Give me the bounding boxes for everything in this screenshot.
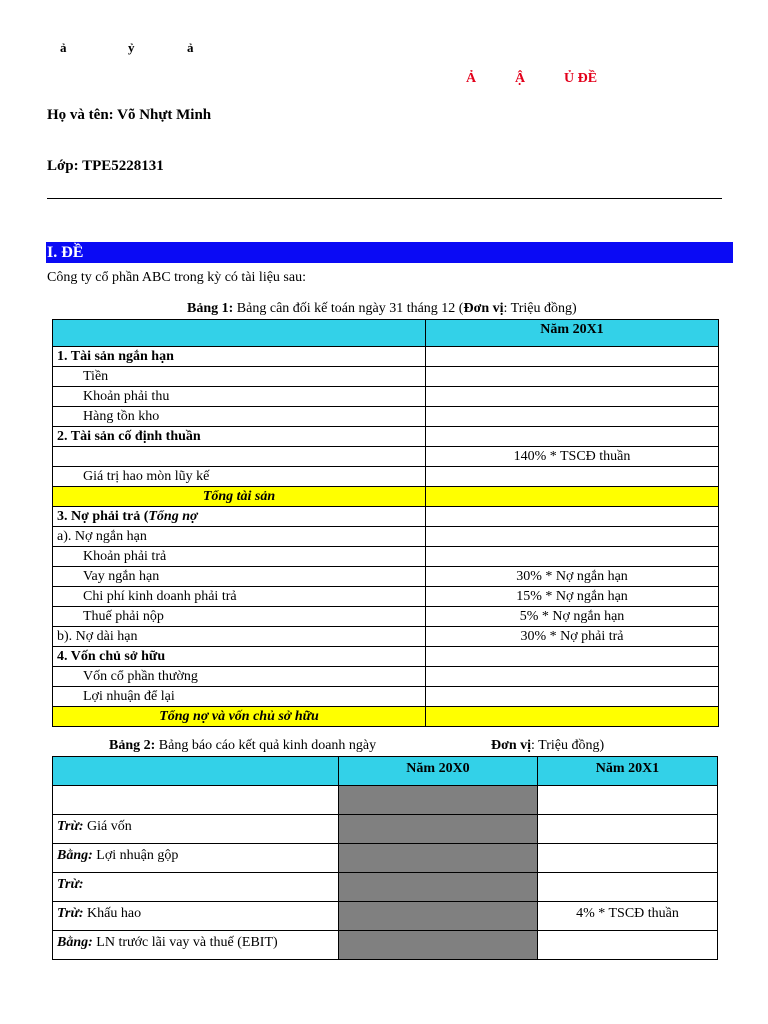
table1-row (53, 427, 719, 447)
table1-row (53, 647, 719, 667)
intro-text: Công ty cổ phần ABC trong kỳ có tài liệu sau: (47, 270, 306, 285)
table1-row (53, 707, 719, 727)
table1-label: a). Nợ ngắn hạn (53, 527, 426, 547)
table1-row (53, 667, 719, 687)
table2-value-20x1 (538, 873, 718, 902)
table1-row (53, 407, 719, 427)
table1-value (426, 647, 719, 667)
table1-row (53, 487, 719, 507)
table2-caption: Bảng 2: Bảng báo cáo kết quả kinh doanh ngày (109, 738, 377, 753)
table2-header-cell-1 (53, 757, 339, 786)
table2-value-20x0 (339, 786, 538, 815)
table1-label: Vay ngắn hạn (53, 567, 426, 587)
table1-row (53, 467, 719, 487)
table1-label: 4. Vốn chủ sở hữu (53, 647, 426, 667)
table1-label: 1. Tài sản ngắn hạn (53, 347, 426, 367)
table2-value-20x0 (339, 873, 538, 902)
table1-header-cell-1 (53, 320, 426, 347)
table1-row (53, 347, 719, 367)
table2-label: Trừ: Giá vốn (53, 815, 339, 844)
table1-label: b). Nợ dài hạn (53, 627, 426, 647)
table1-row (53, 587, 719, 607)
table2-row (53, 931, 718, 960)
table2-header-year1: Năm 20X1 (538, 757, 718, 786)
table1-value: 5% * Nợ ngắn hạn (426, 607, 719, 627)
table1-label: Giá trị hao mòn lũy kế (53, 467, 426, 487)
table1-value: 15% * Nợ ngắn hạn (426, 587, 719, 607)
table2-header-year0: Năm 20X0 (339, 757, 538, 786)
table1-row (53, 367, 719, 387)
table1-label: Khoản phải thu (53, 387, 426, 407)
table2-value-20x1 (538, 931, 718, 960)
table2-label: Trừ: Khấu hao (53, 902, 339, 931)
table1-row (53, 687, 719, 707)
table1-value (426, 407, 719, 427)
table1-value (426, 547, 719, 567)
title-glyph-3: Ủ ĐỀ (564, 71, 598, 86)
income-statement-table (52, 756, 718, 960)
table1-label: Vốn cổ phần thường (53, 667, 426, 687)
title-glyph-1: Ả (466, 71, 477, 86)
table2-label (53, 786, 339, 815)
table1-header-row (53, 320, 719, 347)
table2-row (53, 844, 718, 873)
table2-value-20x1 (538, 786, 718, 815)
student-name: Họ và tên: Võ Nhựt Minh (47, 107, 212, 123)
table1-value: 30% * Nợ phải trả (426, 627, 719, 647)
table1-value (426, 367, 719, 387)
table1-header-year: Năm 20X1 (426, 320, 719, 347)
table2-unit: Đơn vị: Triệu đồng) (491, 738, 605, 753)
table1-label: Tổng tài sản (53, 487, 426, 507)
table1-label: Tổng nợ và vốn chủ sở hữu (53, 707, 426, 727)
table1-label: Hàng tồn kho (53, 407, 426, 427)
table2-value-20x0 (339, 844, 538, 873)
table1-value (426, 387, 719, 407)
table2-value-20x0 (339, 931, 538, 960)
table1-caption: Bảng 1: Bảng cân đối kế toán ngày 31 tháng 12 (Đơn vị: Triệu đồng) (187, 301, 577, 316)
table2-label: Trừ: (53, 873, 339, 902)
table1-label: Tiền (53, 367, 426, 387)
table1-value (426, 467, 719, 487)
header-glyph-2: ỷ (128, 40, 135, 55)
table1-row (53, 387, 719, 407)
table2-label: Bằng: LN trước lãi vay và thuế (EBIT) (53, 931, 339, 960)
table1-label (53, 447, 426, 467)
table1-row (53, 627, 719, 647)
table1-value: 140% * TSCĐ thuần (426, 447, 719, 467)
table1-label: 2. Tài sản cố định thuần (53, 427, 426, 447)
table2-value-20x1 (538, 815, 718, 844)
table1-row (53, 507, 719, 527)
table2-row (53, 902, 718, 931)
header-glyph-3: ả (187, 40, 194, 55)
balance-sheet-table (52, 319, 719, 727)
table1-value (426, 347, 719, 367)
title-glyph-2: Ậ (515, 71, 526, 86)
table1-label: Thuế phải nộp (53, 607, 426, 627)
table2-row (53, 786, 718, 815)
table1-value (426, 427, 719, 447)
table2-label: Bằng: Lợi nhuận gộp (53, 844, 339, 873)
table1-row (53, 447, 719, 467)
table2-value-20x0 (339, 902, 538, 931)
table2-row (53, 873, 718, 902)
table1-row (53, 607, 719, 627)
table1-label: 3. Nợ phải trả (Tổng nợ (53, 507, 426, 527)
table1-value (426, 527, 719, 547)
table1-value (426, 487, 719, 507)
table1-value (426, 507, 719, 527)
table2-header-row (53, 757, 718, 786)
table2-value-20x1: 4% * TSCĐ thuần (538, 902, 718, 931)
table1-label: Khoản phải trả (53, 547, 426, 567)
table2-row (53, 815, 718, 844)
table2-value-20x1 (538, 844, 718, 873)
table1-value (426, 707, 719, 727)
table2-value-20x0 (339, 815, 538, 844)
section-heading: I. ĐỀ (46, 242, 733, 263)
table1-value: 30% * Nợ ngắn hạn (426, 567, 719, 587)
table1-label: Chi phí kinh doanh phải trả (53, 587, 426, 607)
class-code: Lớp: TPE5228131 (47, 158, 164, 174)
table1-row (53, 527, 719, 547)
table1-row (53, 567, 719, 587)
header-glyph-1: ả (60, 40, 67, 55)
divider-line (47, 198, 722, 199)
table1-label: Lợi nhuận để lại (53, 687, 426, 707)
table1-row (53, 547, 719, 567)
table1-value (426, 667, 719, 687)
table1-value (426, 687, 719, 707)
